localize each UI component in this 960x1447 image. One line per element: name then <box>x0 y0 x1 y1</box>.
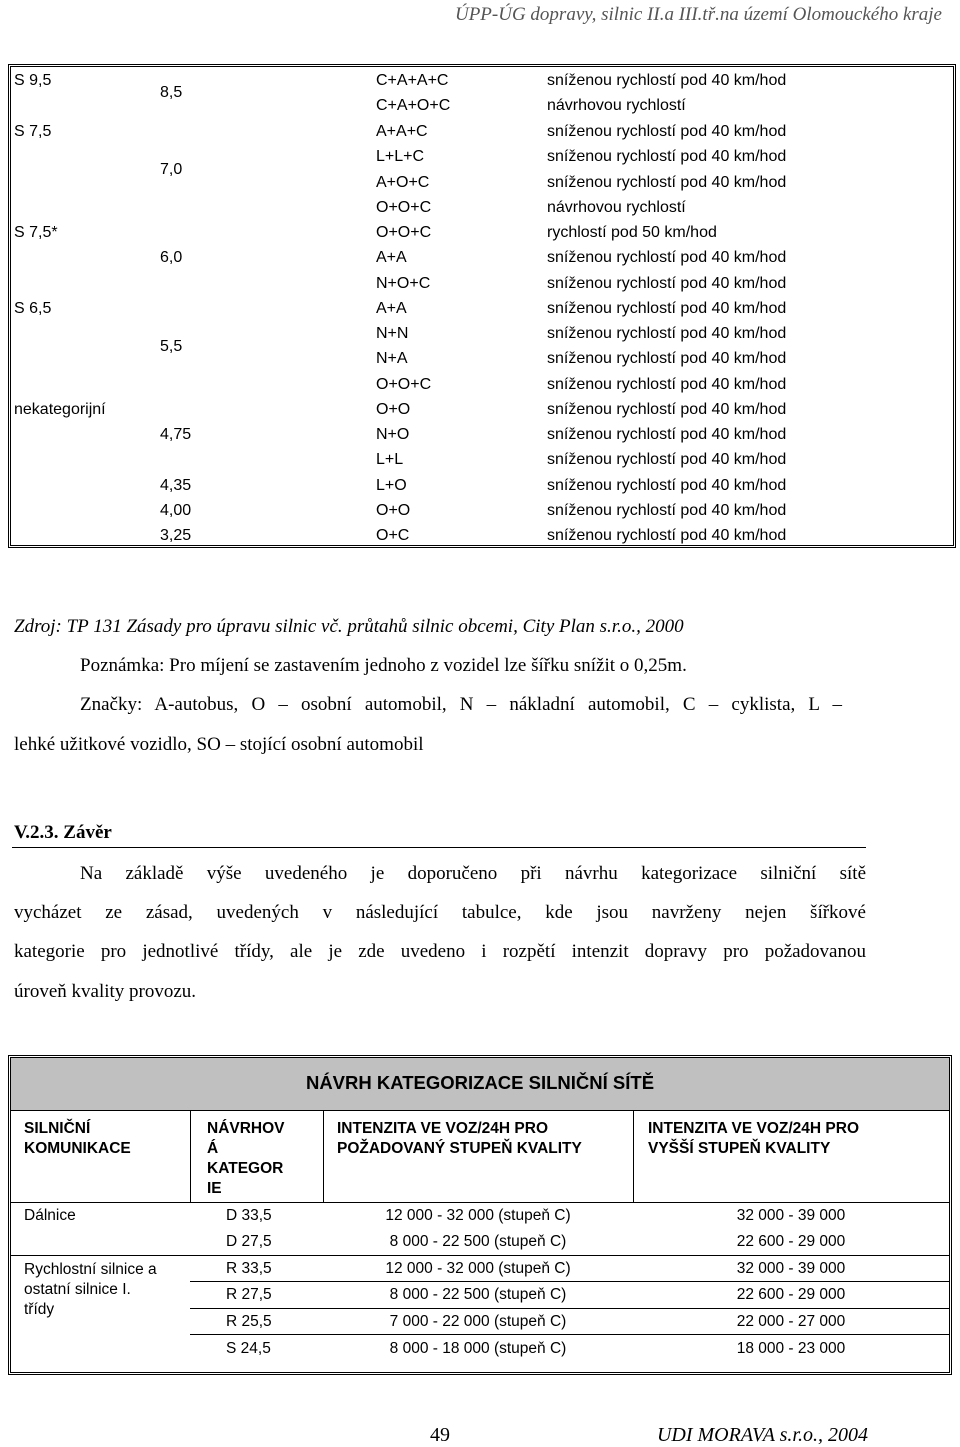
table1-combo-cell: C+A+A+C <box>376 72 449 89</box>
table1-combo-cell: O+O+C <box>376 376 432 393</box>
table2-high-cell: 18 000 - 23 000 <box>736 1340 846 1357</box>
table1-width-cell: 3,25 <box>160 527 192 544</box>
table1-speed-cell: sníženou rychlostí pod 40 km/hod <box>547 426 787 443</box>
table2-cat-cell: D 27,5 <box>226 1233 272 1250</box>
table2-row-rule <box>190 1281 949 1282</box>
table2-header-rule <box>11 1202 949 1203</box>
paragraph-line: vycházet ze zásad, uvedených v následující tabulce, kde jsou navrženy nejen šířkové <box>14 902 866 923</box>
paragraph-line: kategorie pro jednotlivé třídy, ale je zde uvedeno i rozpětí intenzit dopravy pro požadovanou <box>14 941 866 962</box>
table1-combo-cell: O+O <box>376 401 411 418</box>
table2-cat-cell: R 27,5 <box>226 1286 272 1303</box>
table1-combo-cell: L+L+C <box>376 148 425 165</box>
table1-width-cell: 7,0 <box>160 161 183 178</box>
table2-col-divider <box>633 1110 634 1202</box>
table2-group-label: Dálnice <box>24 1207 76 1224</box>
table1-speed-cell: sníženou rychlostí pod 40 km/hod <box>547 477 787 494</box>
table2-high-cell: 22 600 - 29 000 <box>736 1286 846 1303</box>
table1-width-cell: 6,0 <box>160 249 183 266</box>
table2-header-category: NÁVRHOV Á KATEGOR IE <box>207 1120 285 1197</box>
table2-high-cell: 22 000 - 27 000 <box>736 1313 846 1330</box>
table1-width-cell: 4,35 <box>160 477 192 494</box>
table1-width-cell: 5,5 <box>160 338 183 355</box>
footer-company: UDI MORAVA s.r.o., 2004 <box>656 1424 868 1446</box>
table1-cat-cell: S 7,5 <box>14 123 52 140</box>
table1-combo-cell: O+O+C <box>376 199 432 216</box>
table2-group-label: Rychlostní silnice a ostatní silnice I. třídy <box>24 1261 157 1318</box>
table1-combo-cell: N+O <box>376 426 410 443</box>
table2-cat-cell: D 33,5 <box>226 1207 272 1224</box>
table2-req-cell: 8 000 - 22 500 (stupeň C) <box>389 1286 567 1303</box>
table2-high-cell: 22 600 - 29 000 <box>736 1233 846 1250</box>
table1-speed-cell: návrhovou rychlostí <box>547 97 686 114</box>
table2-req-cell: 12 000 - 32 000 (stupeň C) <box>385 1207 571 1224</box>
table1-speed-cell: sníženou rychlostí pod 40 km/hod <box>547 275 787 292</box>
legend-line: lehké užitkové vozidlo, SO – stojící osobní automobil <box>14 734 424 755</box>
table1-speed-cell: sníženou rychlostí pod 40 km/hod <box>547 376 787 393</box>
table1-combo-cell: N+A <box>376 350 408 367</box>
table1-speed-cell: sníženou rychlostí pod 40 km/hod <box>547 527 787 544</box>
table2-header-higher-intensity: INTENZITA VE VOZ/24H PRO VYŠŠÍ STUPEŇ KVALITY <box>648 1120 859 1157</box>
table1-combo-cell: A+A <box>376 300 407 317</box>
table2-req-cell: 7 000 - 22 000 (stupeň C) <box>389 1313 567 1330</box>
table1-width-cell: 4,00 <box>160 502 192 519</box>
table1-cat-cell: nekategorijní <box>14 401 106 418</box>
table1-combo-cell: A+A+C <box>376 123 428 140</box>
table1-speed-cell: sníženou rychlostí pod 40 km/hod <box>547 174 787 191</box>
table2-row-rule <box>190 1308 949 1309</box>
page-header-title: ÚPP-ÚG dopravy, silnic II.a III.tř.na území Olomouckého kraje <box>454 4 942 25</box>
table1-speed-cell: sníženou rychlostí pod 40 km/hod <box>547 401 787 418</box>
paragraph-line: Na základě výše uvedeného je doporučeno při návrhu kategorizace silniční sítě <box>80 863 866 884</box>
table1-cat-cell: S 9,5 <box>14 72 52 89</box>
table2-high-cell: 32 000 - 39 000 <box>736 1207 846 1224</box>
table1-combo-cell: A+A <box>376 249 407 266</box>
table1-combo-cell: O+O+C <box>376 224 432 241</box>
page-number: 49 <box>430 1424 450 1446</box>
table1-speed-cell: sníženou rychlostí pod 40 km/hod <box>547 502 787 519</box>
source-note: Zdroj: TP 131 Zásady pro úpravu silnic vč. průtahů silnic obcemi, City Plan s.r.o., 2000 <box>14 616 684 637</box>
table2-row-rule <box>190 1255 949 1256</box>
table2-header-road: SILNIČNÍ KOMUNIKACE <box>24 1120 131 1157</box>
table2-req-cell: 8 000 - 22 500 (stupeň C) <box>389 1233 567 1250</box>
table1-speed-cell: rychlostí pod 50 km/hod <box>547 224 717 241</box>
table1-combo-cell: N+O+C <box>376 275 431 292</box>
legend-line: Značky: A-autobus, O – osobní automobil, N – nákladní automobil, C – cyklista, L – <box>80 694 842 715</box>
width-categories-table <box>8 64 956 548</box>
table1-combo-cell: N+N <box>376 325 409 342</box>
table1-combo-cell: C+A+O+C <box>376 97 451 114</box>
table2-cat-cell: S 24,5 <box>226 1340 271 1357</box>
table1-speed-cell: sníženou rychlostí pod 40 km/hod <box>547 451 787 468</box>
table1-cat-cell: S 7,5* <box>14 224 58 241</box>
table1-speed-cell: sníženou rychlostí pod 40 km/hod <box>547 249 787 266</box>
table1-speed-cell: sníženou rychlostí pod 40 km/hod <box>547 72 787 89</box>
table2-col-divider <box>323 1110 324 1202</box>
table2-header-required-intensity: INTENZITA VE VOZ/24H PRO POŽADOVANÝ STUPEŇ KVALITY <box>337 1120 582 1157</box>
table1-combo-cell: L+O <box>376 477 407 494</box>
table1-speed-cell: sníženou rychlostí pod 40 km/hod <box>547 123 787 140</box>
table1-speed-cell: sníženou rychlostí pod 40 km/hod <box>547 148 787 165</box>
table2-req-cell: 8 000 - 18 000 (stupeň C) <box>389 1340 567 1357</box>
table1-speed-cell: sníženou rychlostí pod 40 km/hod <box>547 350 787 367</box>
table1-speed-cell: sníženou rychlostí pod 40 km/hod <box>547 300 787 317</box>
table1-combo-cell: O+C <box>376 527 410 544</box>
table1-combo-cell: A+O+C <box>376 174 430 191</box>
table2-cat-cell: R 33,5 <box>226 1260 272 1277</box>
table2-high-cell: 32 000 - 39 000 <box>736 1260 846 1277</box>
section-heading-rule <box>12 847 866 848</box>
table1-combo-cell: O+O <box>376 502 411 519</box>
section-heading: V.2.3. Závěr <box>14 822 112 843</box>
table2-row-rule <box>190 1334 949 1335</box>
table2-col-divider <box>190 1110 191 1202</box>
table1-combo-cell: L+L <box>376 451 404 468</box>
table2-title: NÁVRH KATEGORIZACE SILNIČNÍ SÍTĚ <box>305 1072 655 1093</box>
table1-speed-cell: návrhovou rychlostí <box>547 199 686 216</box>
paragraph-line: úroveň kvality provozu. <box>14 981 197 1002</box>
table1-width-cell: 8,5 <box>160 84 183 101</box>
table1-speed-cell: sníženou rychlostí pod 40 km/hod <box>547 325 787 342</box>
table2-cat-cell: R 25,5 <box>226 1313 272 1330</box>
table2-req-cell: 12 000 - 32 000 (stupeň C) <box>385 1260 571 1277</box>
table2-title-rule <box>11 1110 949 1111</box>
width-note: Poznámka: Pro míjení se zastavením jednoho z vozidel lze šířku snížit o 0,25m. <box>80 655 687 676</box>
table1-width-cell: 4,75 <box>160 426 192 443</box>
table1-cat-cell: S 6,5 <box>14 300 52 317</box>
